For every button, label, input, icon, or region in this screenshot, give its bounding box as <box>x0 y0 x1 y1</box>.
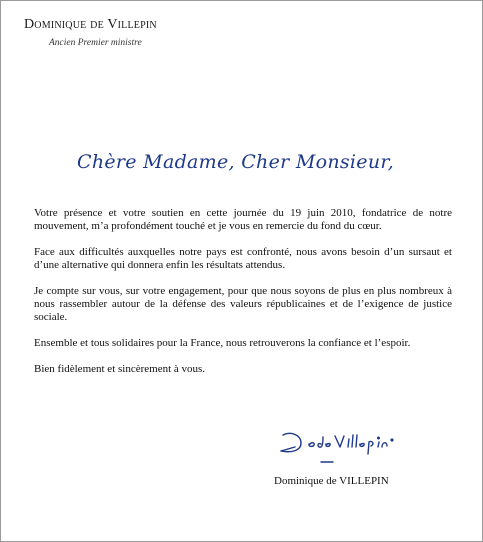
letter-body <box>34 207 452 389</box>
paragraph-2: Face aux difficultés auxquelles notre pays est confronté, nous avons besoin d’un sursaut et d’une alternative qui donnera enfin les résultats attendus. <box>34 246 452 271</box>
paragraph-3: Je compte sur vous, sur votre engagement, pour que nous soyons de plus en plus nombreux à nous rassembler autour de la défense des valeurs républicaines et de l’exigence de justice sociale. <box>34 285 452 323</box>
signature-printed-name: Dominique de VILLEPIN <box>274 475 389 487</box>
paragraph-1: Votre présence et votre soutien en cette journée du 19 juin 2010, fondatrice de notre mouvement, m’a profondément touché et je vous en remercie du fond du cœur. <box>34 207 452 232</box>
handwritten-salutation: Chère Madame, Cher Monsieur, <box>77 151 395 173</box>
letterhead-role: Ancien Premier ministre <box>49 38 142 48</box>
letterhead-name: Dominique de Villepin <box>24 17 157 32</box>
handwritten-signature <box>277 427 407 467</box>
paragraph-4: Ensemble et tous solidaires pour la France, nous retrouverons la confiance et l’espoir. <box>34 337 411 349</box>
paragraph-5: Bien fidèlement et sincèrement à vous. <box>34 363 206 375</box>
